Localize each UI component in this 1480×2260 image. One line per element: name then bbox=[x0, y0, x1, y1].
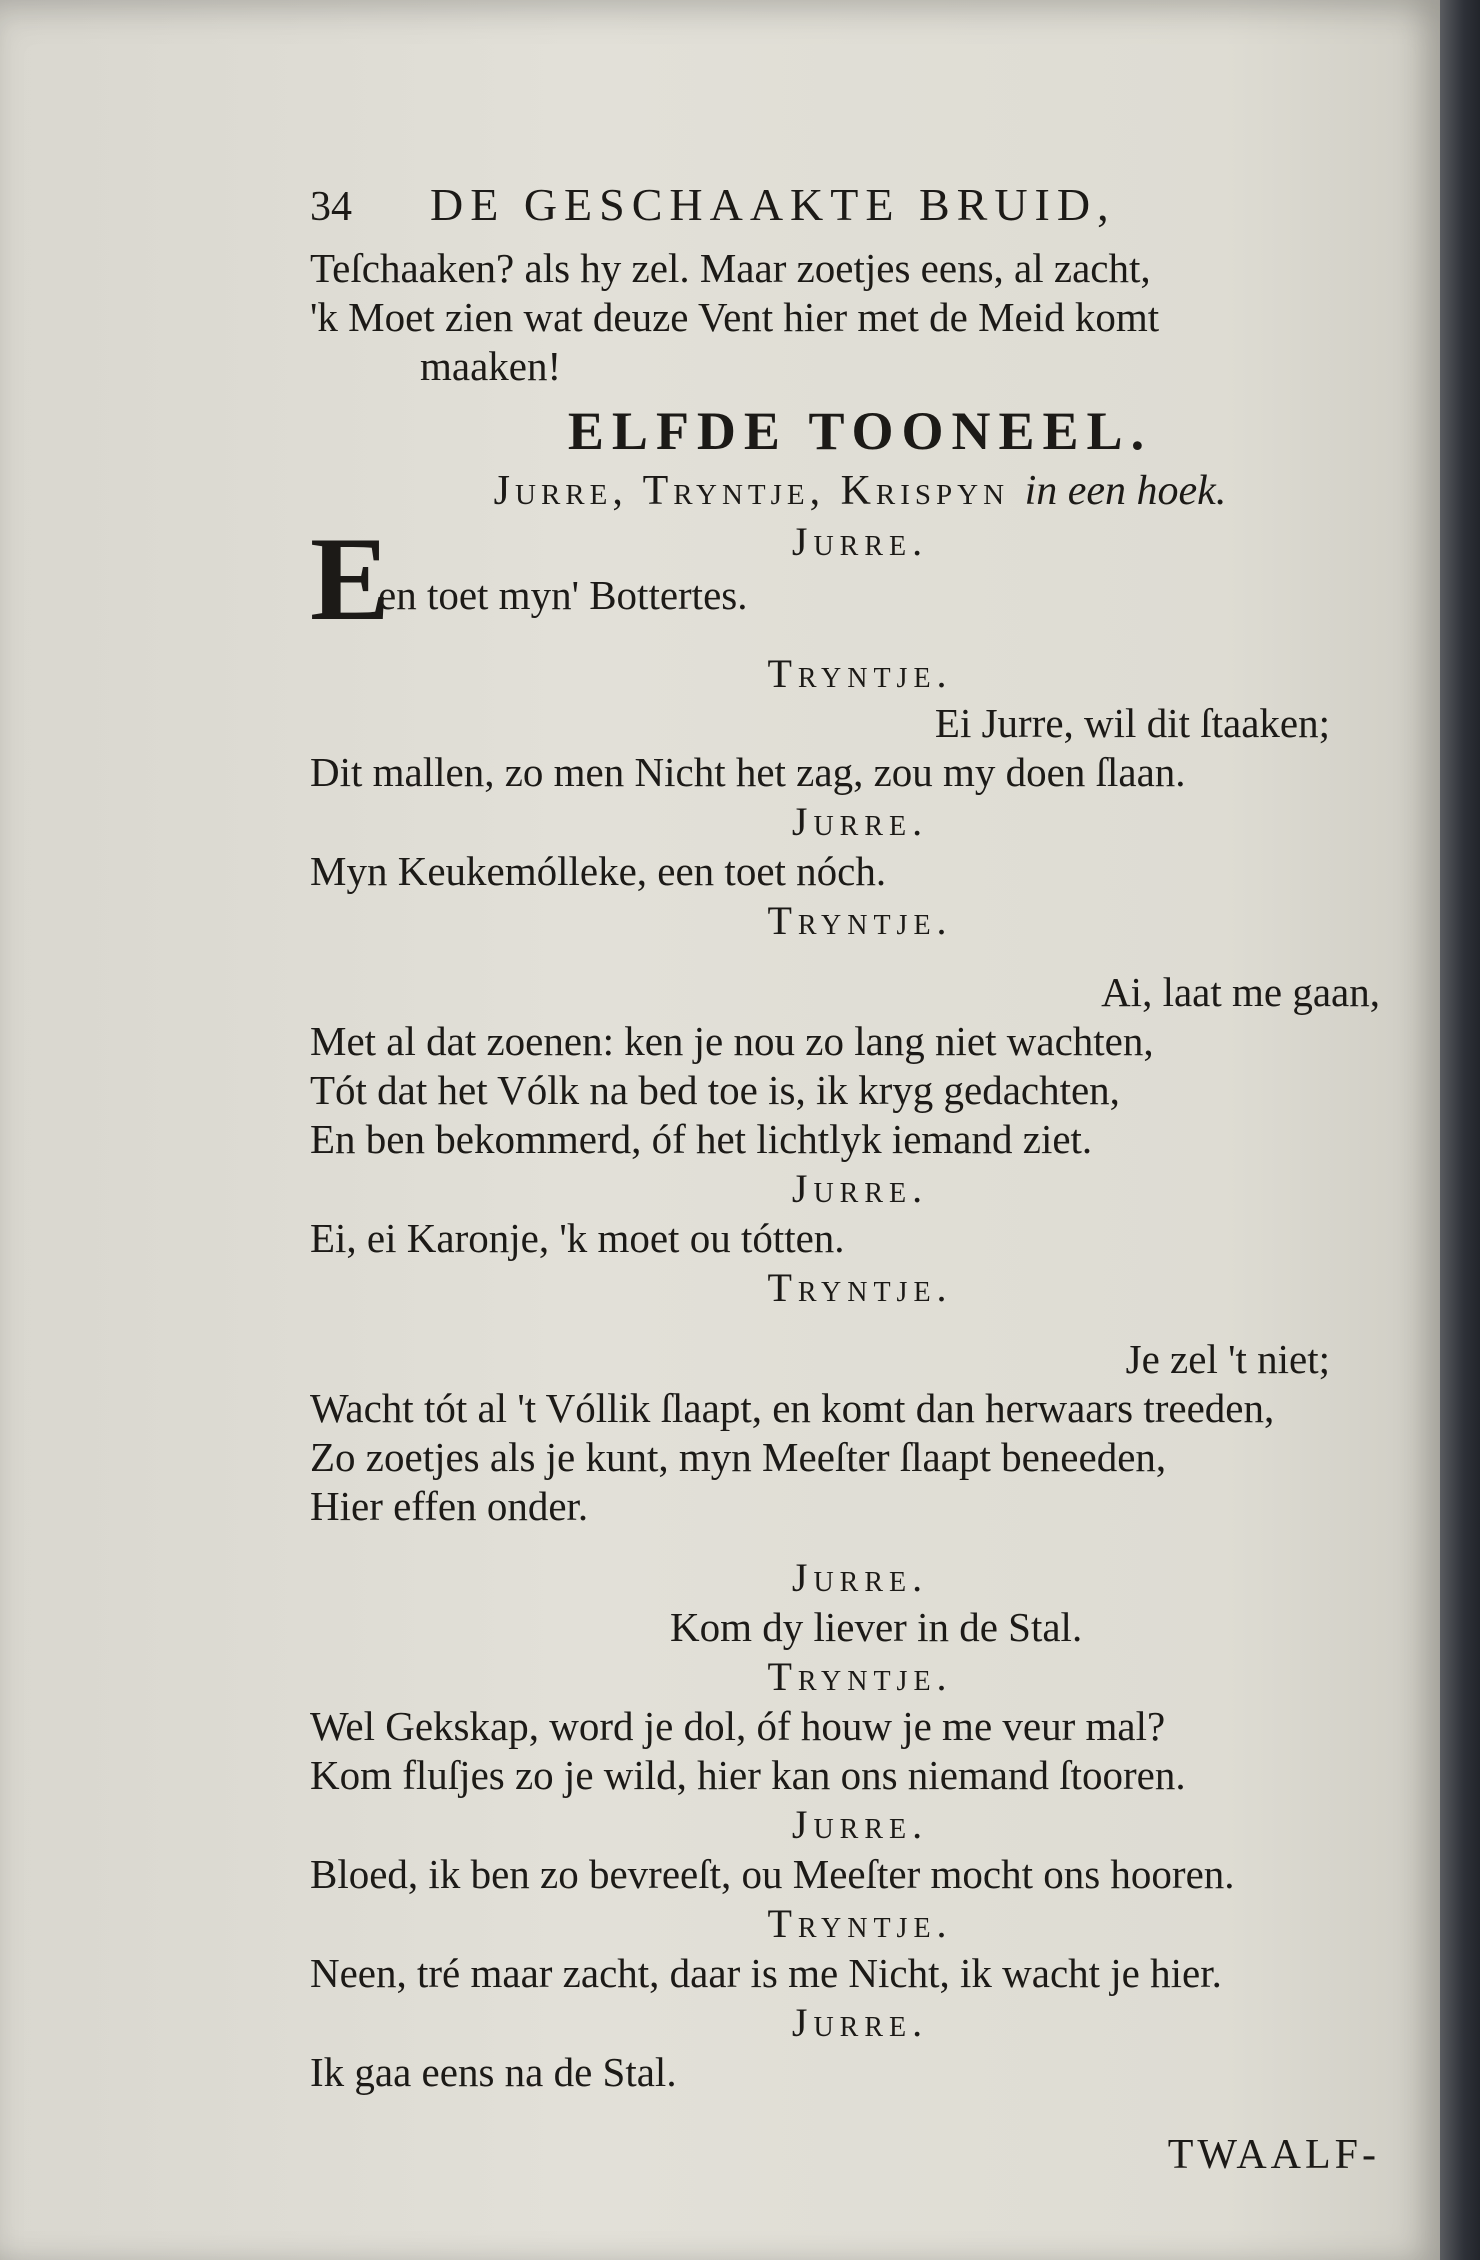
verse-line: maaken! bbox=[420, 343, 562, 389]
speaker-name: Tryntje. bbox=[767, 898, 953, 943]
cast-list bbox=[310, 465, 1410, 517]
verse-line: 'k Moet zien wat deuze Vent hier met de Meid komt bbox=[310, 294, 1160, 340]
speaker-name: Jurre. bbox=[791, 799, 929, 844]
scene-title: ELFDE TOONEEL. bbox=[567, 401, 1153, 461]
speaker-name: Tryntje. bbox=[767, 651, 953, 696]
speaker-name: Tryntje. bbox=[767, 1654, 953, 1699]
verse-line: Wacht tót al 't Vóllik ſlaapt, en komt dan herwaars treeden, bbox=[310, 1385, 1275, 1431]
speaker-name: Jurre. bbox=[791, 1555, 929, 1600]
verse-line: Tót dat het Vólk na bed toe is, ik kryg gedachten, bbox=[310, 1067, 1120, 1113]
verse-line: En ben bekommerd, óf het lichtlyk iemand ziet. bbox=[310, 1116, 1093, 1162]
verse-line: Je zel 't niet; bbox=[1125, 1336, 1330, 1382]
page-text bbox=[310, 180, 1410, 2180]
verse-line: Dit mallen, zo men Nicht het zag, zou my doen ſlaan. bbox=[310, 749, 1186, 795]
verse-line: Ei, ei Karonje, 'k moet ou tótten. bbox=[310, 1215, 845, 1261]
verse-line: Ei Jurre, wil dit ſtaaken; bbox=[934, 700, 1330, 746]
speaker-name: Tryntje. bbox=[767, 1901, 953, 1946]
verse-line: Ik gaa eens na de Stal. bbox=[310, 2049, 677, 2095]
verse-line: Wel Gekskap, word je dol, óf houw je me veur mal? bbox=[310, 1703, 1166, 1749]
verse-line: Bloed, ik ben zo bevreeſt, ou Meeſter mocht ons hooren. bbox=[310, 1851, 1235, 1897]
speaker-name: Jurre. bbox=[791, 519, 929, 564]
drop-cap: E bbox=[310, 512, 391, 645]
verse-line: Kom dy liever in de Stal. bbox=[670, 1604, 1083, 1650]
verse-line: Myn Keukemólleke, een toet nóch. bbox=[310, 848, 887, 894]
verse-line: Teſchaaken? als hy zel. Maar zoetjes eens, al zacht, bbox=[310, 245, 1151, 291]
verse-line: Hier effen onder. bbox=[310, 1483, 589, 1529]
catchword: TWAALF- bbox=[1167, 2132, 1380, 2178]
running-header bbox=[310, 180, 1410, 244]
verse-line: Zo zoetjes als je kunt, myn Meeſter ſlaapt beneeden, bbox=[310, 1434, 1167, 1480]
page-edge-shadow bbox=[1440, 0, 1480, 2260]
speaker-name: Jurre. bbox=[791, 1166, 929, 1211]
verse-line: Met al dat zoenen: ken je nou zo lang niet wachten, bbox=[310, 1018, 1154, 1064]
verse-line: Neen, tré maar zacht, daar is me Nicht, ik wacht je hier. bbox=[310, 1950, 1222, 1996]
verse-line: Kom fluſjes zo je wild, hier kan ons niemand ſtooren. bbox=[310, 1752, 1186, 1798]
speaker-name: Tryntje. bbox=[767, 1265, 953, 1310]
speaker-name: Jurre. bbox=[791, 2000, 929, 2045]
stage-direction: in een hoek. bbox=[1024, 468, 1227, 514]
speaker-name: Jurre. bbox=[791, 1802, 929, 1847]
page-number: 34 bbox=[310, 184, 352, 230]
cast-names: Jurre, Tryntje, Krispyn bbox=[493, 468, 1010, 514]
verse-line: Ai, laat me gaan, bbox=[1101, 969, 1380, 1015]
running-title: DE GESCHAAKTE BRUID, bbox=[430, 179, 1116, 230]
verse-line: en toet myn' Bottertes. bbox=[378, 572, 748, 618]
